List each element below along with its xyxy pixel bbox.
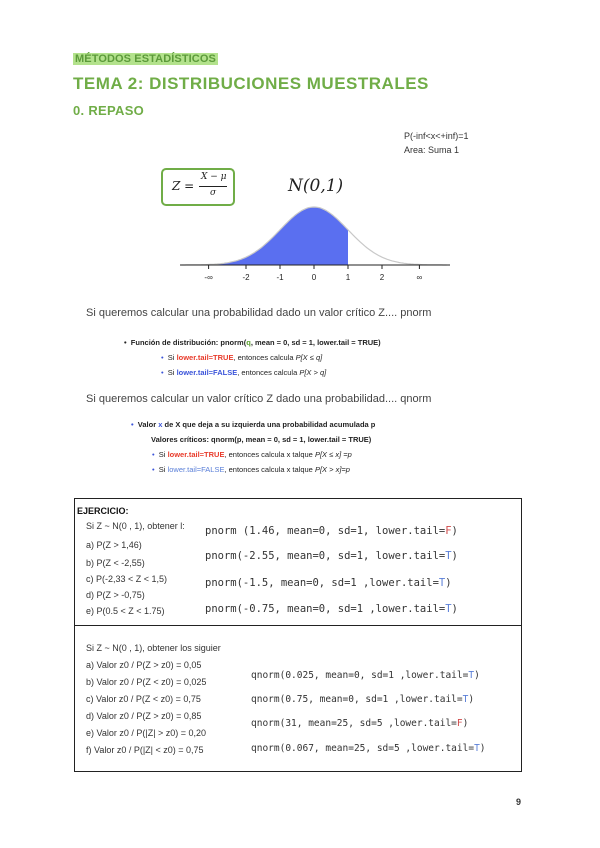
x-tick-label: 1 — [345, 273, 351, 282]
shaded-area — [181, 207, 348, 265]
qnorm-a-x: x — [158, 420, 163, 429]
part2-item-e: e) Valor z0 / P(|Z| > z0) = 0,20 — [86, 728, 207, 738]
code-fn: qnorm(0.025, mean=0, sd=1 ,lower.tail= — [251, 670, 469, 681]
code-val: T — [474, 743, 480, 754]
part2-item-a: a) Valor z0 / P(Z > z0) = 0,05 — [86, 660, 202, 670]
exercise-divider — [75, 625, 521, 626]
qnorm-sub2-suffix: , entonces calcula x talque — [224, 465, 315, 474]
qnorm-code-4 — [251, 743, 486, 754]
sub-bullet-dot: • — [152, 450, 159, 459]
qnorm-sub-1 — [152, 450, 352, 459]
part1-item-a: a) P(Z > 1,46) — [86, 540, 142, 550]
code-val: T — [468, 670, 475, 681]
code-val: F — [445, 525, 452, 537]
code-end: ) — [468, 694, 475, 705]
qnorm-code-3 — [251, 718, 468, 729]
code-fn: qnorm(0.75, mean=0, sd=1 ,lower.tail= — [251, 694, 463, 705]
qnorm-sub1-key: lower.tail=TRUE — [167, 450, 225, 459]
qnorm-a-suffix: de X que deja a su izquierda una probabilidad acumulada p — [162, 420, 376, 429]
code-val: T — [445, 603, 452, 615]
code-end: ) — [451, 550, 458, 562]
subject-heading: MÉTODOS ESTADÍSTICOS — [75, 53, 216, 65]
part1-item-d: d) P(Z > -0,75) — [86, 590, 145, 600]
code-val: T — [445, 550, 452, 562]
distribution-label — [288, 176, 343, 196]
formula-fraction-bar — [199, 186, 227, 187]
code-fn: pnorm (1.46, mean=0, sd=1, lower.tail= — [205, 525, 446, 537]
code-end: ) — [462, 718, 469, 729]
part2-item-c: c) Valor z0 / P(Z < z0) = 0,75 — [86, 694, 201, 704]
topic-title: TEMA 2: DISTRIBUCIONES MUESTRALES — [73, 74, 429, 93]
sub-bullet-dot: • — [161, 368, 168, 377]
part2-intro: Si Z ~ N(0 , 1), obtener los siguier — [86, 643, 221, 653]
part1-item-e: e) P(0.5 < Z < 1.75) — [86, 606, 165, 616]
code-fn: pnorm(-1.5, mean=0, sd=1 ,lower.tail= — [205, 577, 439, 589]
pnorm-main-suffix: , mean = 0, sd = 1, lower.tail = TRUE) — [250, 338, 381, 347]
pnorm-code-1 — [205, 525, 458, 537]
pnorm-q: q — [246, 338, 251, 347]
qnorm-sub2-key: lower.tail=FALSE — [167, 465, 225, 474]
formula-numerator: X − μ — [201, 172, 227, 182]
qnorm-sub2-prefix: Si — [158, 465, 168, 474]
code-val: T — [438, 577, 446, 589]
qnorm-sub1-expr: P[X ≤ x] =p — [314, 450, 352, 459]
formula-denominator: σ — [210, 188, 217, 198]
x-tick-label: -∞ — [204, 273, 213, 282]
code-end: ) — [474, 670, 480, 681]
qnorm-intro: Si queremos calcular un valor crítico Z dado una probabilidad.... qnorm — [86, 393, 432, 405]
note-line-2: Area: Suma 1 — [404, 145, 460, 155]
qnorm-sub1-prefix: Si — [158, 450, 168, 459]
part1-intro: Si Z ~ N(0 , 1), obtener l: — [86, 521, 185, 531]
pnorm-sub1-suffix: , entonces calcula — [233, 353, 296, 362]
code-end: ) — [479, 743, 486, 754]
page-number: 9 — [516, 797, 522, 807]
pnorm-code-4 — [205, 603, 458, 615]
code-fn: pnorm(-0.75, mean=0, sd=1 ,lower.tail= — [205, 603, 446, 615]
code-fn: pnorm(-2.55, mean=0, sd=1, lower.tail= — [205, 550, 446, 562]
part2-item-b: b) Valor z0 / P(Z < z0) = 0,025 — [86, 677, 207, 687]
qnorm-bullet — [131, 420, 375, 429]
pnorm-sub-2 — [161, 368, 326, 377]
x-tick-label: 2 — [379, 273, 385, 282]
distribution-label-text: N(0,1) — [288, 176, 344, 196]
pnorm-sub1-expr: P[X ≤ q] — [295, 353, 323, 362]
qnorm-code-2 — [251, 694, 474, 705]
qnorm-a-prefix: Valor — [137, 420, 159, 429]
note-line-1: P(-inf<x<+inf)=1 — [404, 131, 469, 141]
code-val: T — [462, 694, 469, 705]
x-tick-label: ∞ — [416, 273, 423, 282]
part2-item-f: f) Valor z0 / P(|Z| < z0) = 0,75 — [86, 745, 204, 755]
pnorm-intro: Si queremos calcular una probabilidad dado un valor crítico Z.... pnorm — [86, 307, 432, 319]
code-end: ) — [445, 577, 452, 589]
pnorm-sub2-suffix: , entonces calcula — [237, 368, 300, 377]
pnorm-bullet — [124, 338, 381, 347]
section-title: 0. REPASO — [73, 103, 145, 118]
x-tick-label: -1 — [276, 273, 284, 282]
pnorm-code-2 — [205, 550, 458, 562]
normal-curve-chart — [180, 195, 450, 290]
qnorm-sub1-suffix: , entonces calcula x talque — [224, 450, 315, 459]
code-end: ) — [451, 603, 458, 615]
pnorm-sub-1 — [161, 353, 322, 362]
code-end: ) — [451, 525, 458, 537]
code-fn: qnorm(0.067, mean=25, sd=5 ,lower.tail= — [251, 743, 475, 754]
part1-item-b: b) P(Z < -2,55) — [86, 558, 145, 568]
x-tick-label: -2 — [242, 273, 250, 282]
pnorm-code-3 — [205, 577, 452, 589]
qnorm-sub2-expr: P[X > x]=p — [314, 465, 350, 474]
pnorm-sub2-expr: P[X > q] — [299, 368, 327, 377]
part2-item-d: d) Valor z0 / P(Z > z0) = 0,85 — [86, 711, 202, 721]
pnorm-sub1-prefix: Si — [167, 353, 177, 362]
x-tick-label: 0 — [311, 273, 317, 282]
pnorm-sub1-key: lower.tail=TRUE — [176, 353, 234, 362]
bullet-dot: • — [124, 338, 131, 347]
qnorm-code-1 — [251, 670, 480, 681]
exercise-title: EJERCICIO: — [77, 506, 129, 516]
pnorm-main-prefix: Función de distribución: pnorm( — [130, 338, 247, 347]
pnorm-sub2-prefix: Si — [167, 368, 177, 377]
qnorm-sub-2 — [152, 465, 350, 474]
formula-lhs: Z = — [172, 179, 195, 193]
part1-item-c: c) P(-2,33 < Z < 1,5) — [86, 574, 168, 584]
sub-bullet-dot: • — [152, 465, 159, 474]
code-fn: qnorm(31, mean=25, sd=5 ,lower.tail= — [251, 718, 457, 729]
sub-bullet-dot: • — [161, 353, 168, 362]
qnorm-critical-values: Valores críticos: qnorm(p, mean = 0, sd = 1, lower.tail = TRUE) — [151, 435, 372, 444]
pnorm-sub2-key: lower.tail=FALSE — [176, 368, 238, 377]
code-val: F — [456, 718, 463, 729]
bullet-dot: • — [131, 420, 138, 429]
